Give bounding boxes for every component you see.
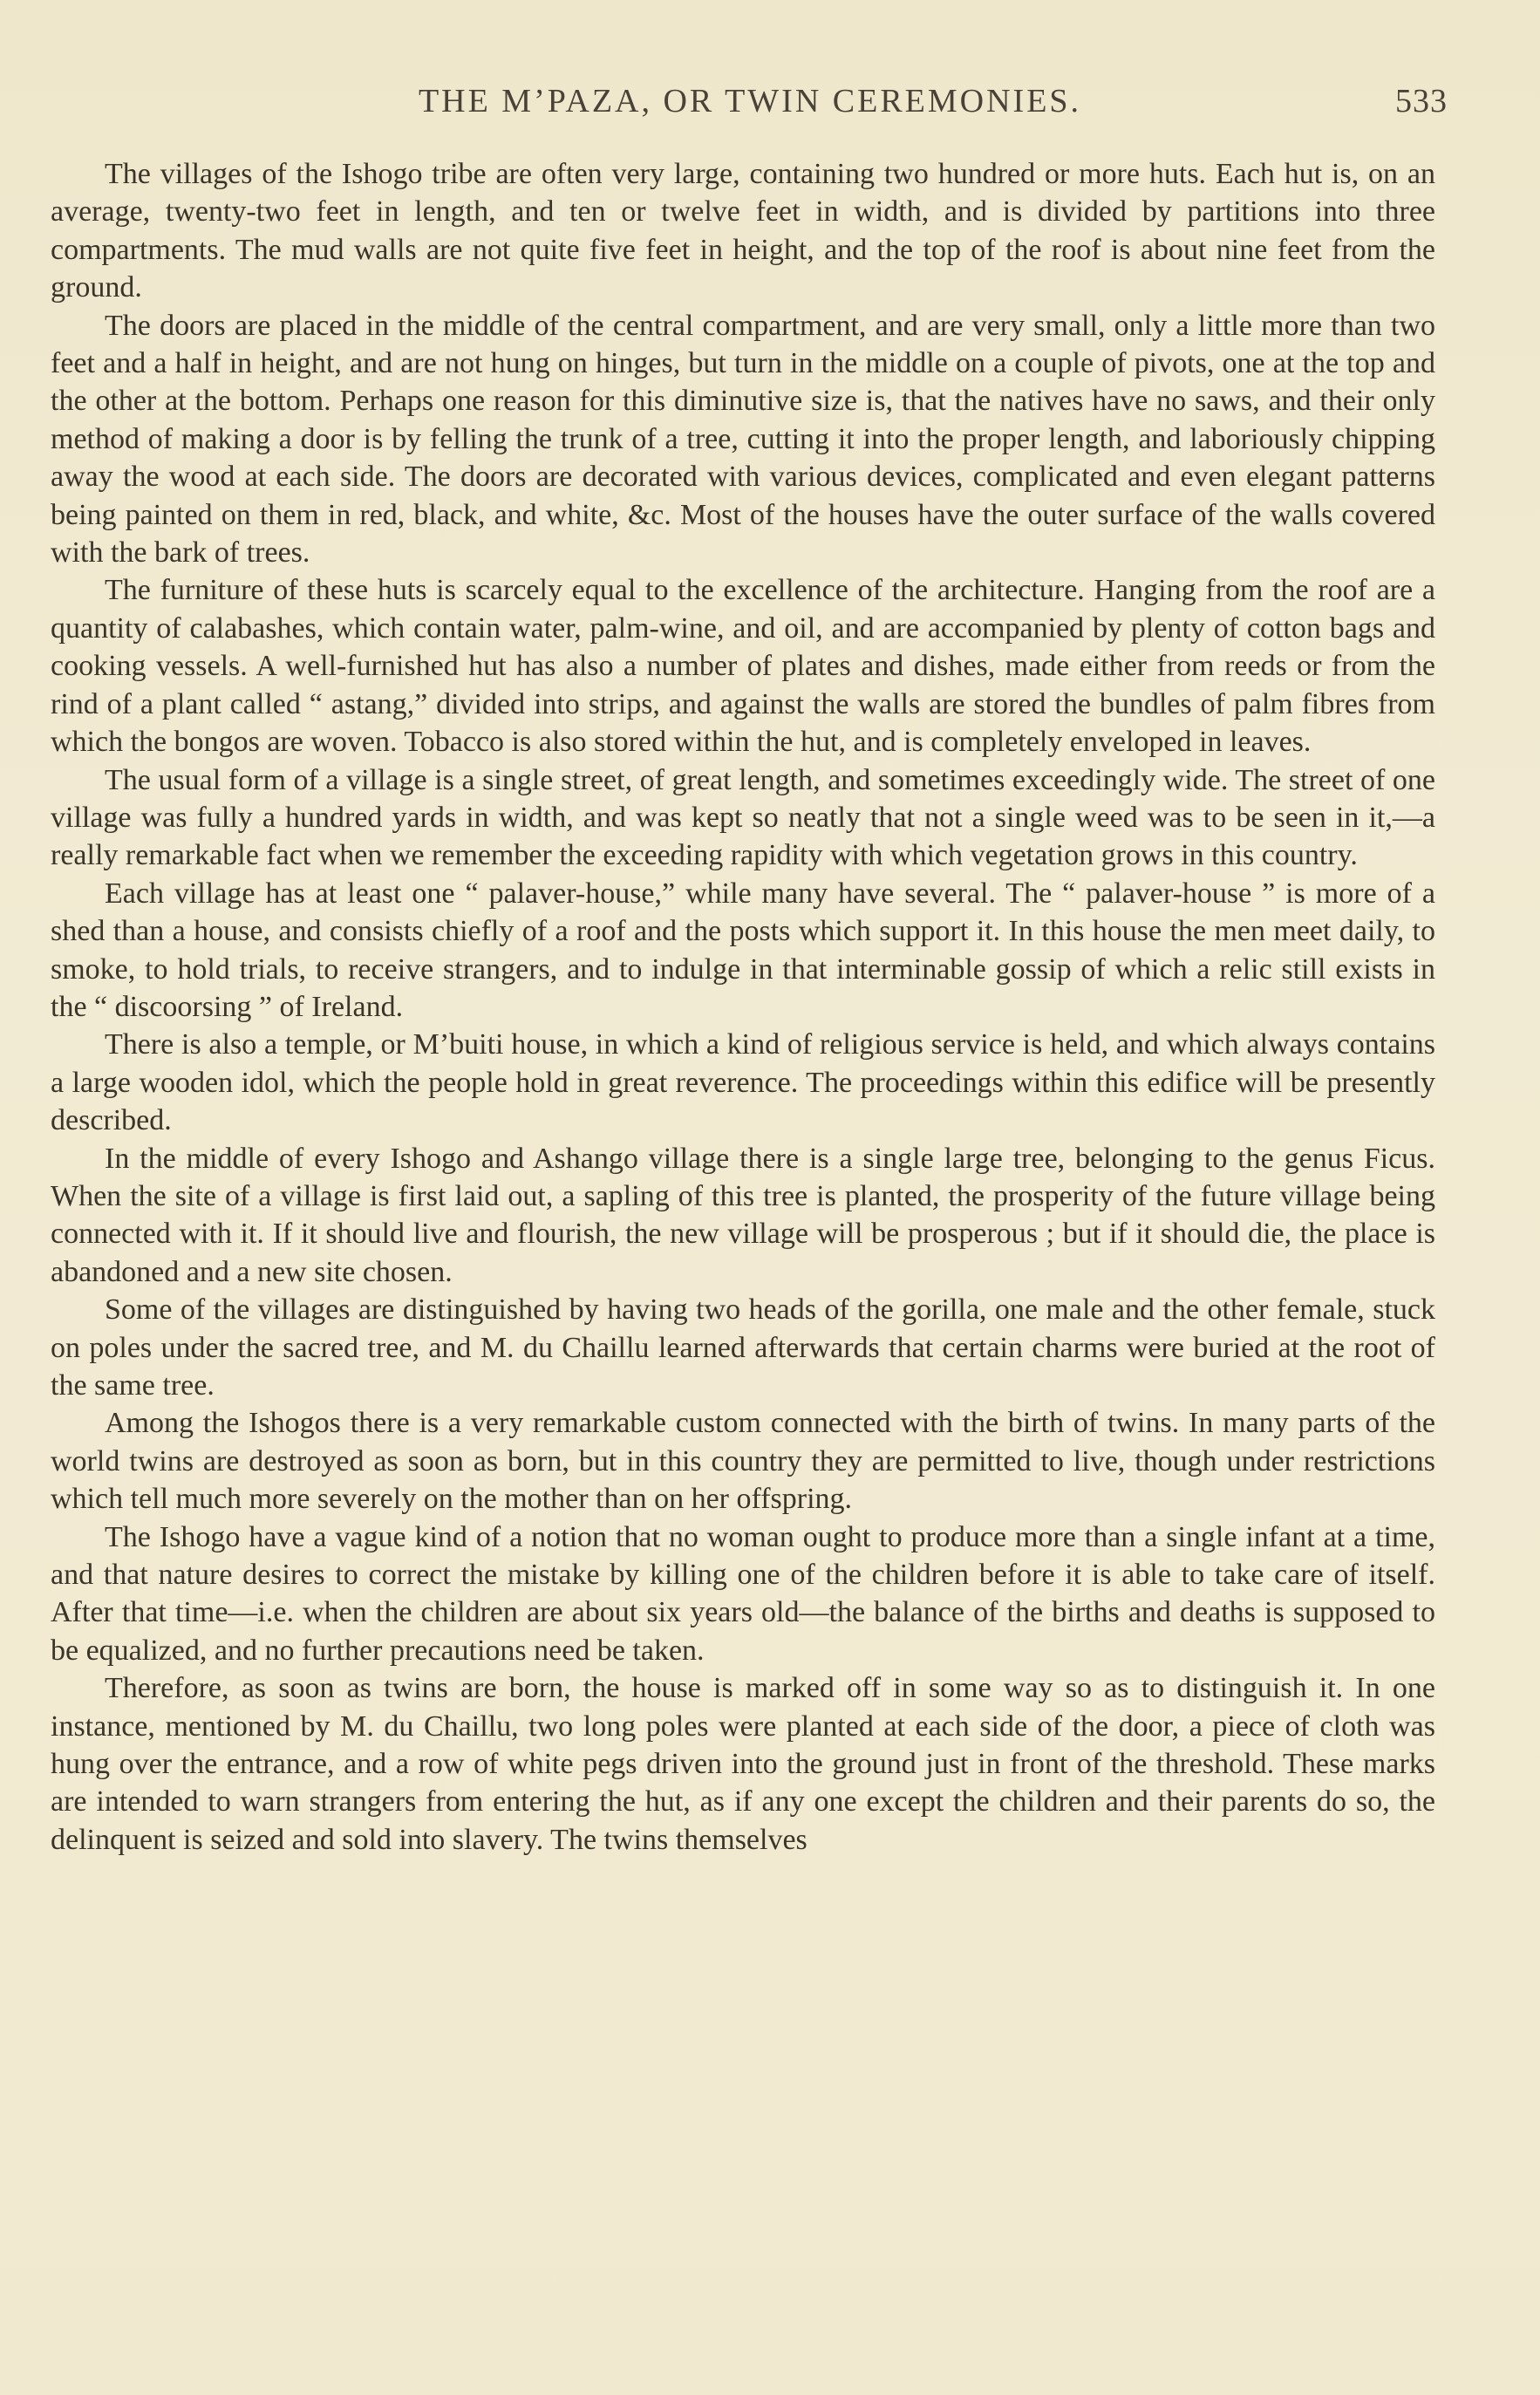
paragraph: The furniture of these huts is scarcely equal to the excellence of the architecture. Hanging from the roof are a quantity of calabashes, which contain water, palm-wine, and oil, and are accompanied by plenty of cotton bags and cooking vessels. A well-furnished hut has also a number of plates and dishes, made either from reeds or from the rind of a plant called “ astang,” divided into strips, and against the walls are stored the bundles of palm fibres from which the bongos are woven. Tobacco is also stored within the hut, and is completely enveloped in leaves. (51, 574, 1435, 759)
paragraph: There is also a temple, or M’buiti house, in which a kind of religious service is held, and which always contains a large wooden idol, which the people hold in great reverence. The proceedings within this edifice will be presently described. (51, 1028, 1435, 1137)
paragraph: Therefore, as soon as twins are born, the house is marked off in some way so as to distinguish it. In one instance, mentioned by M. du Chaillu, two long poles were planted at each side of the door, a piece of cloth was hung over the entrance, and a row of white pegs driven into the ground just in front of the threshold. These marks are intended to warn strangers from entering the hut, as if any one except the children and their parents do so, the delinquent is seized and sold into slavery. The twins themselves (51, 1672, 1435, 1856)
page-number: 533 (1395, 83, 1448, 119)
paragraph: Among the Ishogos there is a very remarkable custom connected with the birth of twins. In many parts of the world twins are destroyed as soon as born, but in this country they are permitted to live, though under restrictions which tell much more severely on the mother than on her offspring. (51, 1407, 1435, 1516)
paragraph: The doors are placed in the middle of the central compartment, and are very small, only a little more than two feet and a half in height, and are not hung on hinges, but turn in the middle on a couple of pivots, one at the top and the other at the bottom. Perhaps one reason for this diminutive size is, that the natives have no saws, and their only method of making a door is by felling the trunk of a tree, cutting it into the proper length, and laboriously chipping away the wood at each side. The doors are decorated with various devices, complicated and even elegant patterns being painted on them in red, black, and white, &c. Most of the houses have the outer surface of the walls covered with the bark of trees. (51, 309, 1435, 570)
paragraph: Some of the villages are distinguished by having two heads of the gorilla, one male and the other female, stuck on poles under the sacred tree, and M. du Chaillu learned afterwards that certain charms were buried at the root of the same tree. (51, 1293, 1435, 1402)
running-title: THE M’PAZA, OR TWIN CEREMONIES. (418, 83, 1082, 119)
paragraph: The villages of the Ishogo tribe are often very large, containing two hundred or more huts. Each hut is, on an average, twenty-two feet in length, and ten or twelve feet in width, and is divided by partitions into three compartments. The mud walls are not quite five feet in height, and the top of the roof is about nine feet from the ground. (51, 158, 1435, 304)
page-header (52, 80, 1448, 122)
paragraph: The Ishogo have a vague kind of a notion that no woman ought to produce more than a single infant at a time, and that nature desires to correct the mistake by killing one of the children before it is able to take care of itself. After that time—i.e. when the children are about six years old—the balance of the births and deaths is supposed to be equalized, and no further precautions need be taken. (51, 1520, 1435, 1667)
body-text (51, 155, 1435, 1859)
paragraph: The usual form of a village is a single street, of great length, and sometimes exceedingly wide. The street of one village was fully a hundred yards in width, and was kept so neatly that not a single weed was to be seen in it,—a really remarkable fact when we remember the exceeding rapidity with which vegetation grows in this country. (51, 763, 1435, 872)
paragraph: In the middle of every Ishogo and Ashango village there is a single large tree, belonging to the genus Ficus. When the site of a village is first laid out, a sapling of this tree is planted, the prosperity of the future village being connected with it. If it should live and flourish, the new village will be prosperous ; but if it should die, the place is abandoned and a new site chosen. (51, 1142, 1435, 1288)
paragraph: Each village has at least one “ palaver-house,” while many have several. The “ palaver-house ” is more of a shed than a house, and consists chiefly of a roof and the posts which support it. In this house the men meet daily, to smoke, to hold trials, to receive strangers, and to indulge in that interminable gossip of which a relic still exists in the “ discoorsing ” of Ireland. (51, 877, 1435, 1023)
